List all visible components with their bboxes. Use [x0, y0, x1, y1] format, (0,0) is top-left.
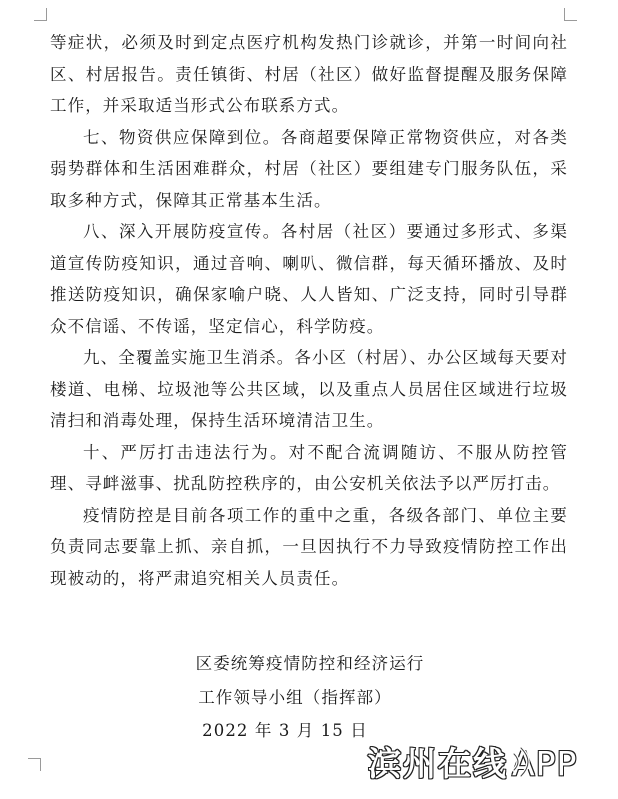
watermark-name: 滨州在线	[368, 744, 508, 783]
paragraph-closing: 疫情防控是目前各项工作的重中之重，各级各部门、单位主要负责同志要靠上抓、亲自抓，一旦因执行不力导致疫情防控工作出现被动的，将严肃追究相关人员责任。	[50, 505, 568, 588]
watermark-text	[368, 738, 577, 785]
signal-wave-icon	[508, 740, 542, 784]
signature-date: 2022 年 3 月 15 日	[202, 721, 368, 740]
signature-org-line-2: 工作领导小组（指挥部）	[198, 688, 392, 707]
paragraph-item-9: 九、全覆盖实施卫生消杀。各小区（村居）、办公区域每天要对楼道、电梯、垃圾池等公共区域，以及重点人员居住区域进行垃圾清扫和消毒处理，保持生活环境清洁卫生。	[50, 348, 568, 430]
watermark-suffix: APP	[512, 744, 578, 783]
paragraph-item-10: 十、严厉打击违法行为。对不配合流调随访、不服从防控管理、寻衅滋事、扰乱防控秩序的，由公安机关依法予以严厉打击。	[50, 442, 568, 493]
signature-org-line-1: 区委统筹疫情防控和经济运行	[195, 654, 425, 673]
paragraph-item-8: 八、深入开展防疫宣传。各村居（社区）要通过多形式、多渠道宣传防疫知识，通过音响、喇叭、微信群，每天循环播放、及时推送防疫知识，确保家喻户晓、人人皆知、广泛支持，同时引导群众不信谣、不传谣，坚定信心，科学防疫。	[50, 222, 568, 336]
document-body	[50, 27, 568, 594]
page-corner-mark-top-left	[34, 8, 47, 21]
paragraph-item-7: 七、物资供应保障到位。各商超要保障正常物资供应，对各类弱势群体和生活困难群众，村居（社区）要组建专门服务队伍，采取多种方式，保障其正常基本生活。	[50, 127, 568, 210]
watermark	[362, 734, 612, 788]
page-corner-mark-bottom-left	[28, 758, 41, 771]
paragraph-continuation: 等症状，必须及时到定点医疗机构发热门诊就诊，并第一时间向社区、村居报告。责任镇街、村居（社区）做好监督提醒及服务保障工作，并采取适当形式公布联系方式。	[50, 33, 568, 115]
page-corner-mark-top-right	[564, 8, 577, 21]
